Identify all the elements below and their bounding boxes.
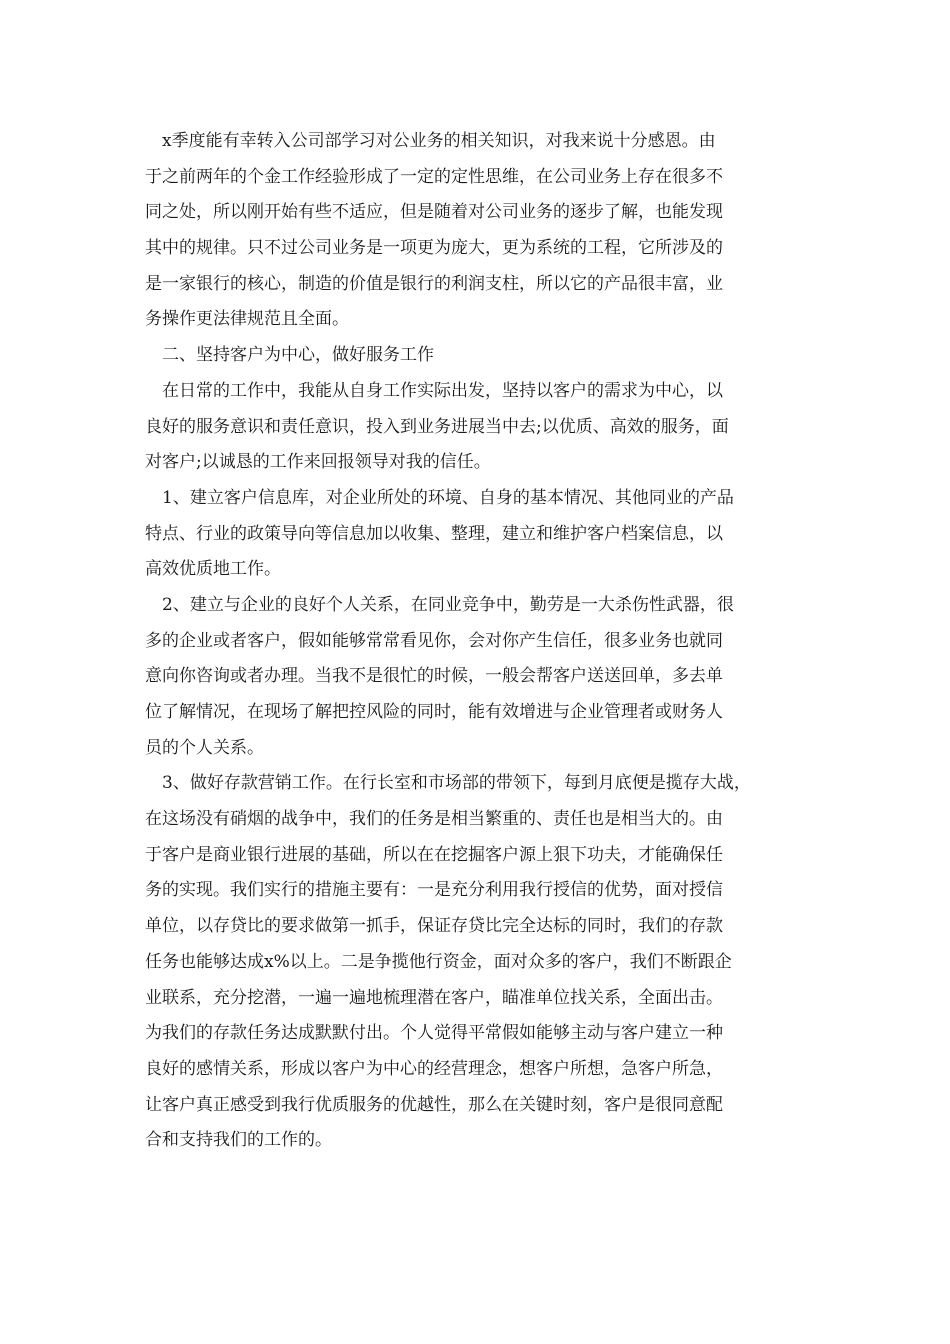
text-line: x季度能有幸转入公司部学习对公业务的相关知识，对我来说十分感恩。由 — [162, 131, 716, 151]
text-line: 高效优质地工作。 — [145, 559, 281, 580]
text-line: 良好的感情关系，形成以客户为中心的经营理念，想客户所想，急客户所急， — [145, 1058, 723, 1079]
paragraph-item-2 — [145, 588, 825, 766]
paragraph-service — [145, 374, 825, 481]
text-line: 务操作更法律规范且全面。 — [145, 309, 349, 330]
text-line: 同之处，所以刚开始有些不适应，但是随着对公司业务的逐步了解，也能发现 — [145, 202, 723, 223]
text-line: 良好的服务意识和责任意识，投入到业务进展当中去;以优质、高效的服务，面 — [145, 416, 729, 437]
paragraph-intro — [145, 124, 825, 338]
section-heading-text: 二、坚持客户为中心，做好服务工作 — [162, 345, 434, 366]
text-line: 业联系，充分挖潜，一遍一遍地梳理潜在客户，瞄准单位找关系，全面出击。 — [145, 987, 723, 1008]
text-line: 位了解情况，在现场了解把控风险的同时，能有效增进与企业管理者或财务人 — [145, 702, 723, 722]
text-line: 是一家银行的核心，制造的价值是银行的利润支柱，所以它的产品很丰富，业 — [145, 273, 723, 294]
text-line: 在这场没有硝烟的战争中，我们的任务是相当繁重的、责任也是相当大的。由 — [145, 809, 723, 830]
text-line: 于客户是商业银行进展的基础，所以在在挖掘客户源上狠下功夫，才能确保任 — [145, 844, 723, 865]
text-line: 让客户真正感受到我行优质服务的优越性，那么在关键时刻，客户是很同意配 — [145, 1094, 723, 1115]
document-page — [145, 124, 825, 1159]
section-heading — [145, 338, 825, 374]
paragraph-item-3 — [145, 766, 825, 1159]
text-line: 单位，以存贷比的要求做第一抓手，保证存贷比完全达标的同时，我们的存款 — [145, 916, 723, 937]
text-line: 员的个人关系。 — [145, 737, 264, 758]
text-line: 合和支持我们的工作的。 — [145, 1130, 332, 1151]
text-line: 意向你咨询或者办理。当我不是很忙的时候，一般会帮客户送送回单，多去单 — [145, 666, 723, 687]
text-line: 其中的规律。只不过公司业务是一项更为庞大，更为系统的工程，它所涉及的 — [145, 238, 723, 259]
text-line: 2、建立与企业的良好个人关系，在同业竞争中，勤劳是一大杀伤性武器，很 — [162, 594, 734, 615]
paragraph-item-1 — [145, 481, 825, 588]
text-line: 多的企业或者客户，假如能够常常看见你，会对你产生信任，很多业务也就同 — [145, 630, 723, 651]
text-line: 1、建立客户信息库，对企业所处的环境、自身的基本情况、其他同业的产品 — [162, 487, 734, 508]
text-line: 3、做好存款营销工作。在行长室和市场部的带领下，每到月底便是揽存大战， — [162, 773, 751, 794]
text-line: 为我们的存款任务达成默默付出。个人觉得平常假如能够主动与客户建立一种 — [145, 1023, 723, 1044]
text-line: 于之前两年的个金工作经验形成了一定的定性思维，在公司业务上存在很多不 — [145, 166, 723, 187]
text-line: 任务也能够达成x%以上。二是争揽他行资金，面对众多的客户，我们不断跟企 — [145, 951, 732, 972]
text-line: 在日常的工作中，我能从自身工作实际出发，坚持以客户的需求为中心，以 — [162, 380, 723, 401]
text-line: 对客户;以诚恳的工作来回报领导对我的信任。 — [145, 452, 491, 473]
text-line: 务的实现。我们实行的措施主要有：一是充分利用我行授信的优势，面对授信 — [145, 880, 723, 901]
text-line: 特点、行业的政策导向等信息加以收集、整理，建立和维护客户档案信息，以 — [145, 523, 723, 544]
